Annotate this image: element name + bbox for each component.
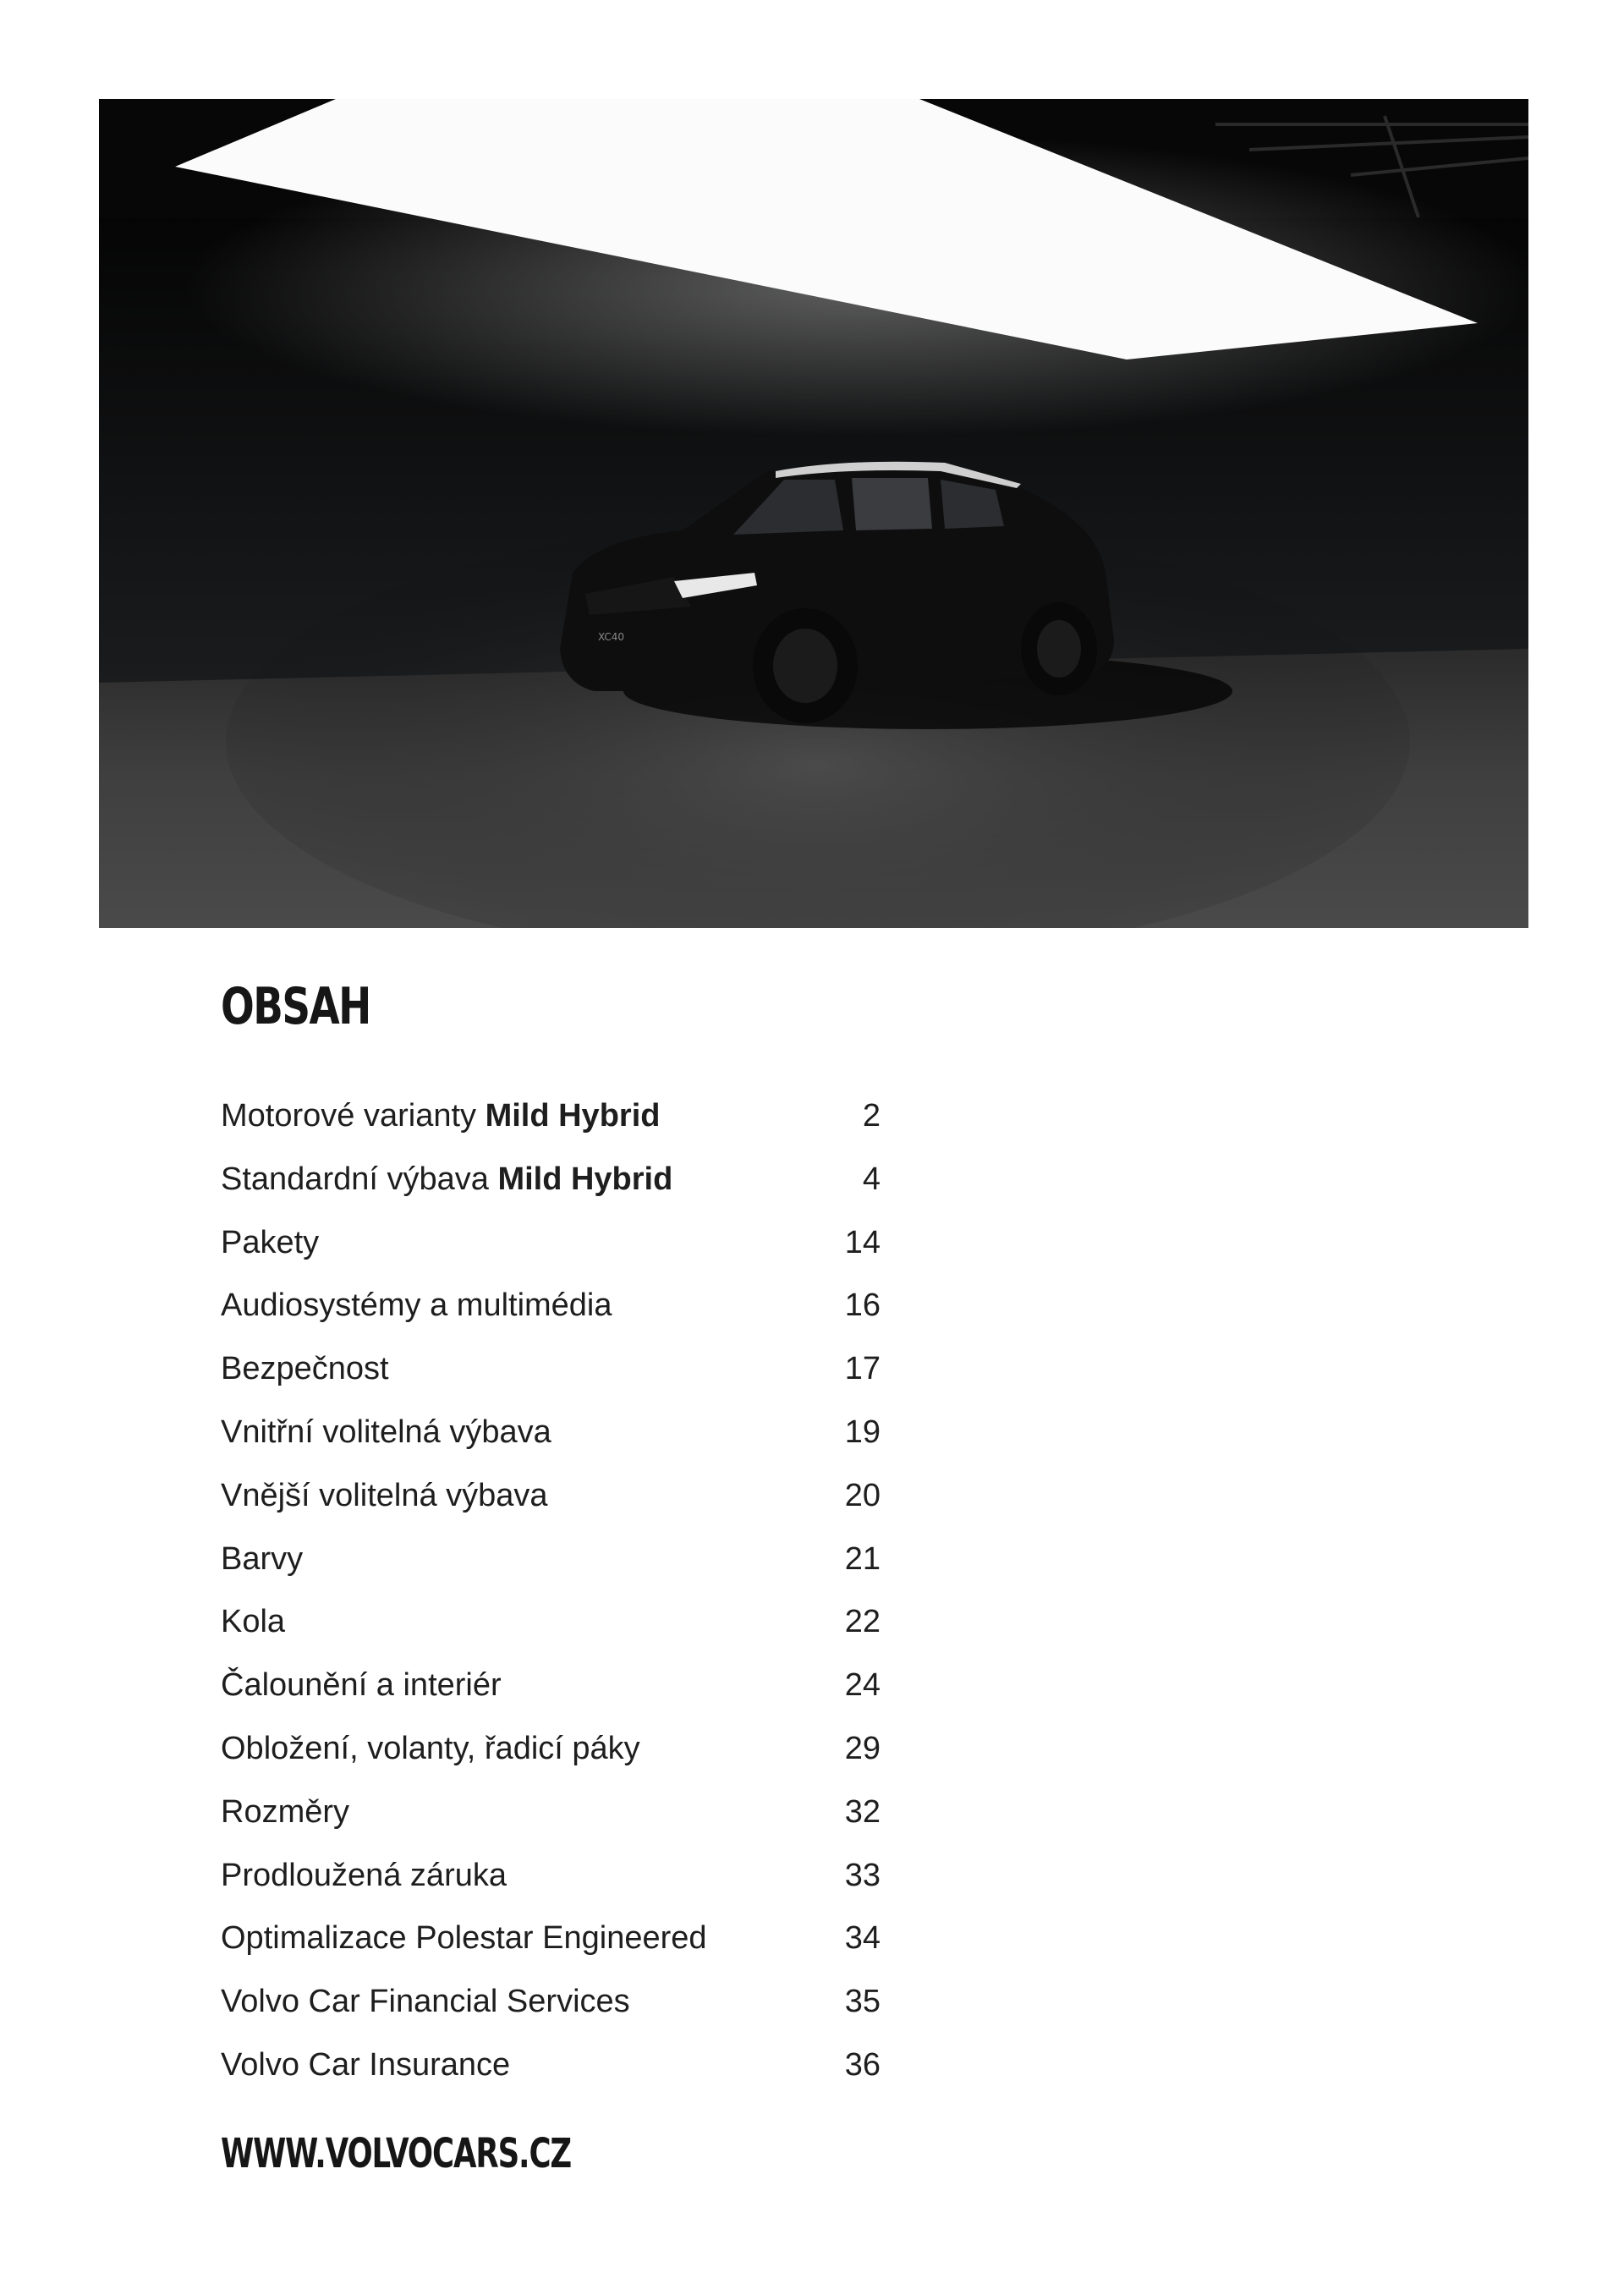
car-badge: XC40 (598, 631, 624, 643)
toc-item[interactable] (221, 1654, 881, 1717)
toc-item[interactable] (221, 1211, 881, 1275)
toc-item-label: Standardní výbava (221, 1161, 498, 1197)
hero-image (99, 99, 1528, 928)
toc-item-label: Volvo Car Financial Services (221, 1984, 630, 2020)
toc-item-page: 20 (844, 1477, 881, 1513)
toc-item[interactable] (221, 1781, 881, 1844)
toc-item-label: Motorové varianty (221, 1098, 486, 1134)
toc-item-page: 16 (844, 1287, 881, 1324)
toc-title: OBSAH (221, 977, 370, 1036)
toc-item-label: Barvy (221, 1540, 304, 1577)
toc-item-page: 21 (844, 1540, 881, 1577)
toc-item-page: 32 (844, 1793, 881, 1830)
toc-item[interactable] (221, 1084, 881, 1148)
toc-item-page: 24 (844, 1667, 881, 1704)
toc-item-label: Vnitřní volitelná výbava (221, 1414, 551, 1450)
toc-item-page: 19 (844, 1414, 881, 1450)
toc-item[interactable] (221, 1844, 881, 1908)
toc-item-page: 34 (844, 1920, 881, 1957)
website-link[interactable]: WWW.VOLVOCARS.CZ (221, 2130, 572, 2177)
toc-item-label: Čalounění a interiér (221, 1667, 502, 1704)
table-of-contents (221, 1084, 881, 2097)
toc-item[interactable] (221, 1528, 881, 1591)
toc-item-label-bold: Mild Hybrid (485, 1098, 661, 1134)
toc-item[interactable] (221, 1717, 881, 1781)
toc-item-page: 22 (844, 1604, 881, 1640)
toc-item-label: Audiosystémy a multimédia (221, 1287, 612, 1324)
toc-item-page: 17 (844, 1351, 881, 1387)
toc-item-page: 29 (844, 1730, 881, 1766)
toc-item-label-bold: Mild Hybrid (497, 1161, 673, 1197)
toc-item[interactable] (221, 1274, 881, 1337)
toc-item-label: Obložení, volanty, řadicí páky (221, 1730, 640, 1766)
studio-car-photo (99, 99, 1528, 928)
toc-item[interactable] (221, 1907, 881, 1970)
toc-item[interactable] (221, 1148, 881, 1211)
toc-item-label: Pakety (221, 1224, 320, 1260)
toc-item-label: Volvo Car Insurance (221, 2046, 511, 2083)
toc-item-label: Rozměry (221, 1793, 350, 1830)
toc-item-page: 35 (844, 1984, 881, 2020)
toc-item-label: Optimalizace Polestar Engineered (221, 1920, 707, 1957)
toc-item[interactable] (221, 1970, 881, 2034)
toc-item[interactable] (221, 1590, 881, 1654)
toc-item-page: 14 (844, 1224, 881, 1260)
toc-item-label: Bezpečnost (221, 1351, 389, 1387)
toc-item-page: 36 (844, 2046, 881, 2083)
toc-item-label: Prodloužená záruka (221, 1857, 507, 1893)
toc-item[interactable] (221, 1401, 881, 1464)
toc-item-page: 33 (844, 1857, 881, 1893)
toc-item[interactable] (221, 1464, 881, 1528)
toc-item[interactable] (221, 1337, 881, 1401)
toc-item[interactable] (221, 2034, 881, 2097)
toc-item-page: 2 (862, 1098, 881, 1134)
toc-item-label: Vnější volitelná výbava (221, 1477, 548, 1513)
toc-item-label: Kola (221, 1604, 286, 1640)
toc-item-page: 4 (862, 1161, 881, 1197)
